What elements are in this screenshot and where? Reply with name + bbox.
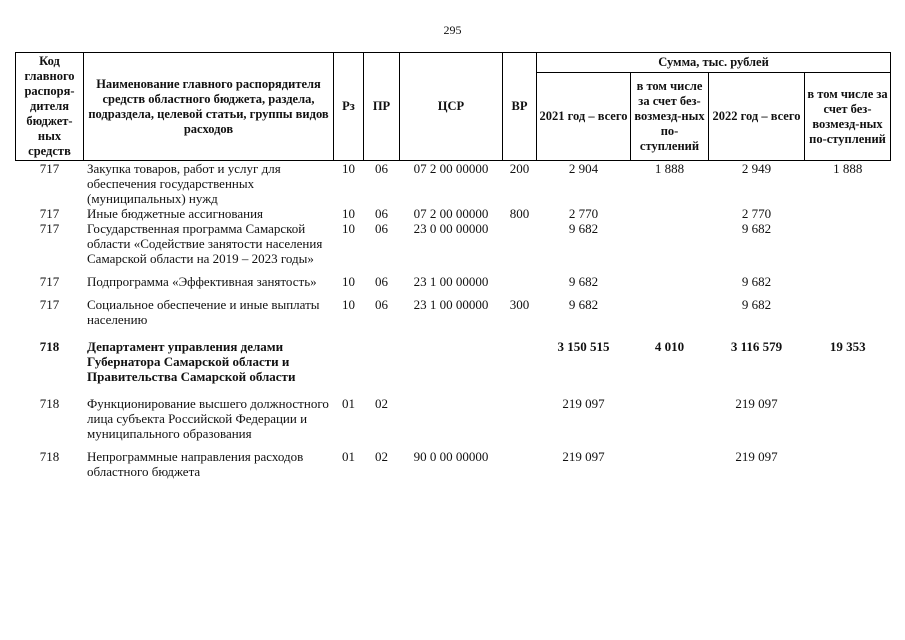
row-2022: 9 682 bbox=[741, 221, 772, 236]
row-csr: 07 2 00 00000 bbox=[413, 206, 489, 221]
row-2022: 9 682 bbox=[741, 274, 772, 289]
row-csr: 23 1 00 00000 bbox=[413, 297, 489, 312]
header-code: Код главного распоря-дителя бюджет-ных средств bbox=[16, 53, 84, 161]
row-code: 717 bbox=[39, 221, 60, 236]
header-rz: Рз bbox=[334, 53, 364, 161]
header-name: Наименование главного распорядителя средств областного бюджета, раздела, подраздела, целевой статьи, группы видов расходов bbox=[84, 53, 334, 161]
header-row bbox=[16, 53, 891, 73]
row-vr bbox=[503, 441, 537, 479]
row-2022: 2 770 bbox=[741, 206, 772, 221]
header-vr: ВР bbox=[503, 53, 537, 161]
header-2022-total: 2022 год – всего bbox=[709, 73, 805, 161]
row-2022: 219 097 bbox=[735, 396, 778, 411]
row-2021: 3 150 515 bbox=[557, 339, 610, 354]
row-pr: 06 bbox=[375, 297, 388, 312]
row-pr: 06 bbox=[375, 221, 388, 236]
row-rz: 01 bbox=[342, 396, 355, 411]
row-rz bbox=[334, 327, 364, 384]
row-2021-free bbox=[631, 289, 709, 327]
row-pr: 02 bbox=[375, 449, 388, 464]
page-number: 295 bbox=[443, 23, 462, 37]
row-pr: 06 bbox=[375, 206, 388, 221]
row-rz: 10 bbox=[342, 206, 355, 221]
row-2021-free bbox=[631, 206, 709, 221]
header-sum: Сумма, тыс. рублей bbox=[537, 53, 891, 73]
row-2022: 2 949 bbox=[741, 161, 772, 176]
header-csr: ЦСР bbox=[400, 53, 503, 161]
row-csr bbox=[400, 327, 503, 384]
row-pr: 06 bbox=[375, 161, 388, 176]
row-name: Департамент управления делами Губернатора Самарской области и Правительства Самарской области bbox=[87, 339, 296, 384]
row-vr: 300 bbox=[509, 297, 530, 312]
table-row bbox=[16, 289, 891, 327]
row-2022-free: 19 353 bbox=[829, 339, 866, 354]
row-csr: 07 2 00 00000 bbox=[413, 161, 489, 176]
row-code: 717 bbox=[39, 274, 60, 289]
header-2021-free: в том числе за счет без-возмезд-ных по-ступлений bbox=[631, 73, 709, 161]
row-vr bbox=[503, 327, 537, 384]
row-vr bbox=[503, 384, 537, 441]
row-2021: 2 770 bbox=[568, 206, 599, 221]
row-code: 718 bbox=[39, 339, 60, 354]
table-row bbox=[16, 206, 891, 221]
row-2021-free bbox=[631, 266, 709, 289]
row-2021-free bbox=[631, 221, 709, 266]
row-2022-free bbox=[805, 289, 891, 327]
row-name: Закупка товаров, работ и услуг для обеспечения государственных (муниципальных) нужд bbox=[87, 161, 281, 206]
row-rz: 10 bbox=[342, 274, 355, 289]
row-vr: 800 bbox=[509, 206, 530, 221]
table-row bbox=[16, 161, 891, 207]
row-2021: 9 682 bbox=[568, 221, 599, 236]
row-rz: 01 bbox=[342, 449, 355, 464]
row-2022: 219 097 bbox=[735, 449, 778, 464]
row-code: 717 bbox=[39, 206, 60, 221]
row-2021: 219 097 bbox=[562, 449, 605, 464]
row-2022-free bbox=[805, 206, 891, 221]
row-2021: 9 682 bbox=[568, 297, 599, 312]
row-name: Иные бюджетные ассигнования bbox=[87, 206, 264, 221]
row-name: Непрограммные направления расходов областного бюджета bbox=[87, 449, 304, 479]
row-code: 718 bbox=[39, 396, 60, 411]
row-2021-free bbox=[631, 384, 709, 441]
header-pr: ПР bbox=[364, 53, 400, 161]
row-name: Подпрограмма «Эффективная занятость» bbox=[87, 274, 317, 289]
table-row bbox=[16, 441, 891, 479]
row-2021: 9 682 bbox=[568, 274, 599, 289]
row-csr: 90 0 00 00000 bbox=[413, 449, 489, 464]
row-code: 717 bbox=[39, 161, 60, 176]
row-pr: 06 bbox=[375, 274, 388, 289]
row-code: 717 bbox=[39, 297, 60, 312]
row-csr bbox=[400, 384, 503, 441]
row-csr: 23 1 00 00000 bbox=[413, 274, 489, 289]
row-2022-free bbox=[805, 384, 891, 441]
row-code: 718 bbox=[39, 449, 60, 464]
row-2021: 2 904 bbox=[568, 161, 599, 176]
row-2021-free: 1 888 bbox=[654, 161, 685, 176]
row-2022-free bbox=[805, 221, 891, 266]
table-row bbox=[16, 266, 891, 289]
row-2022-free: 1 888 bbox=[833, 161, 863, 176]
table-row bbox=[16, 221, 891, 266]
row-name: Государственная программа Самарской области «Содействие занятости населения Самарской области на 2019 – 2023 годы» bbox=[87, 221, 323, 266]
row-pr bbox=[364, 327, 400, 384]
row-vr bbox=[503, 266, 537, 289]
table-row bbox=[16, 327, 891, 384]
row-2022: 3 116 579 bbox=[730, 339, 783, 354]
row-name: Функционирование высшего должностного лица субъекта Российской Федерации и муниципального образования bbox=[87, 396, 329, 441]
row-2022: 9 682 bbox=[741, 297, 772, 312]
row-rz: 10 bbox=[342, 221, 355, 236]
row-rz: 10 bbox=[342, 161, 355, 176]
row-name: Социальное обеспечение и иные выплаты населению bbox=[87, 297, 320, 327]
header-2022-free: в том числе за счет без-возмезд-ных по-ступлений bbox=[805, 73, 891, 161]
row-2022-free bbox=[805, 441, 891, 479]
row-2021-free: 4 010 bbox=[654, 339, 685, 354]
row-2022-free bbox=[805, 266, 891, 289]
row-rz: 10 bbox=[342, 297, 355, 312]
row-vr bbox=[503, 221, 537, 266]
header-2021-total: 2021 год – всего bbox=[537, 73, 631, 161]
row-csr: 23 0 00 00000 bbox=[413, 221, 489, 236]
table-row bbox=[16, 384, 891, 441]
row-2021-free bbox=[631, 441, 709, 479]
row-pr: 02 bbox=[375, 396, 388, 411]
row-vr: 200 bbox=[509, 161, 530, 176]
row-2021: 219 097 bbox=[562, 396, 605, 411]
budget-table bbox=[15, 52, 891, 479]
